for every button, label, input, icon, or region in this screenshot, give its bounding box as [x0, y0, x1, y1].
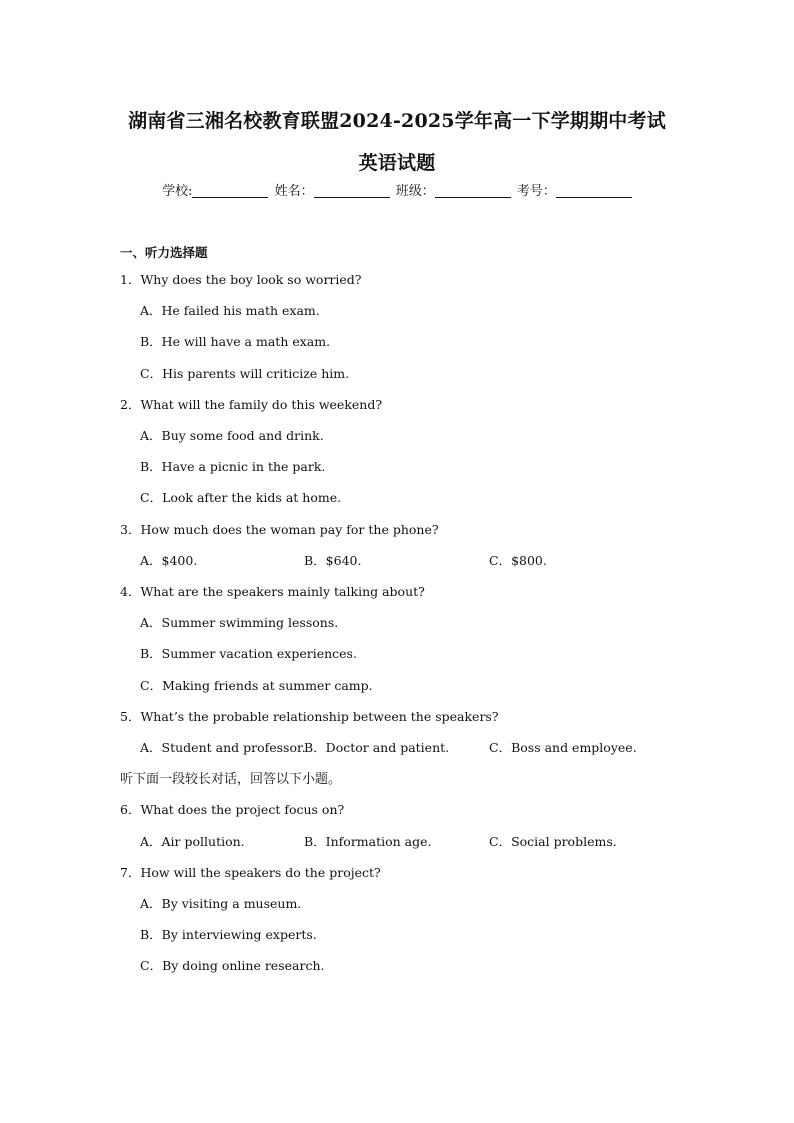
- question-text: What does the project focus on?: [140, 802, 345, 817]
- question-number: 2．: [120, 397, 141, 412]
- section-title: 一、听力选择题: [120, 245, 208, 260]
- question-text: How much does the woman pay for the phone?: [140, 522, 439, 537]
- option-3c: C．$800.: [489, 553, 547, 568]
- student-info-line: [0, 180, 794, 199]
- question-1: [120, 270, 362, 288]
- listening-note: 听下面一段较长对话，回答以下小题。: [120, 772, 342, 787]
- question-4: [120, 582, 425, 600]
- option-7b: B．By interviewing experts.: [140, 927, 317, 942]
- class-label: 班级：: [395, 184, 435, 199]
- option-5b: B．Doctor and patient.: [304, 740, 450, 755]
- option-5c: C．Boss and employee.: [489, 740, 637, 755]
- option-5a: A．Student and professor.: [140, 740, 306, 755]
- question-2: [120, 395, 382, 413]
- option-1b: B．He will have a math exam.: [140, 334, 331, 349]
- exam-subtitle: 英语试题: [358, 152, 436, 174]
- option-3a: A．$400.: [140, 553, 198, 568]
- option-2b: B．Have a picnic in the park.: [140, 459, 326, 474]
- option-4b: B．Summer vacation experiences.: [140, 646, 357, 661]
- question-number: 6．: [120, 802, 141, 817]
- question-text: What’s the probable relationship between the speakers?: [140, 709, 499, 724]
- id-blank: [556, 184, 632, 198]
- question-number: 1．: [120, 272, 141, 287]
- question-text: What are the speakers mainly talking about?: [140, 584, 425, 599]
- option-7a: A．By visiting a museum.: [140, 896, 302, 911]
- option-7c: C．By doing online research.: [140, 958, 325, 973]
- id-label: 考号：: [516, 184, 556, 199]
- question-6: [120, 800, 344, 818]
- option-4a: A．Summer swimming lessons.: [140, 615, 339, 630]
- question-3: [120, 520, 439, 538]
- question-7: [120, 863, 381, 881]
- question-number: 5．: [120, 709, 141, 724]
- class-blank: [435, 184, 511, 198]
- school-blank: [192, 184, 268, 198]
- question-number: 7．: [120, 865, 141, 880]
- option-1a: A．He failed his math exam.: [140, 303, 320, 318]
- option-6a: A．Air pollution.: [140, 834, 245, 849]
- option-3b: B．$640.: [304, 553, 362, 568]
- option-2a: A．Buy some food and drink.: [140, 428, 324, 443]
- school-label: 学校:: [162, 184, 193, 199]
- question-text: What will the family do this weekend?: [140, 397, 383, 412]
- question-5: [120, 707, 499, 725]
- exam-title: 湖南省三湘名校教育联盟2024-2025学年高一下学期期中考试: [128, 110, 666, 132]
- option-6c: C．Social problems.: [489, 834, 617, 849]
- option-6b: B．Information age.: [304, 834, 432, 849]
- question-text: Why does the boy look so worried?: [140, 272, 362, 287]
- question-number: 4．: [120, 584, 141, 599]
- question-text: How will the speakers do the project?: [140, 865, 381, 880]
- option-1c: C．His parents will criticize him.: [140, 366, 350, 381]
- question-number: 3．: [120, 522, 141, 537]
- option-4c: C．Making friends at summer camp.: [140, 678, 373, 693]
- name-label: 姓名：: [274, 184, 314, 199]
- option-2c: C．Look after the kids at home.: [140, 490, 342, 505]
- name-blank: [314, 184, 390, 198]
